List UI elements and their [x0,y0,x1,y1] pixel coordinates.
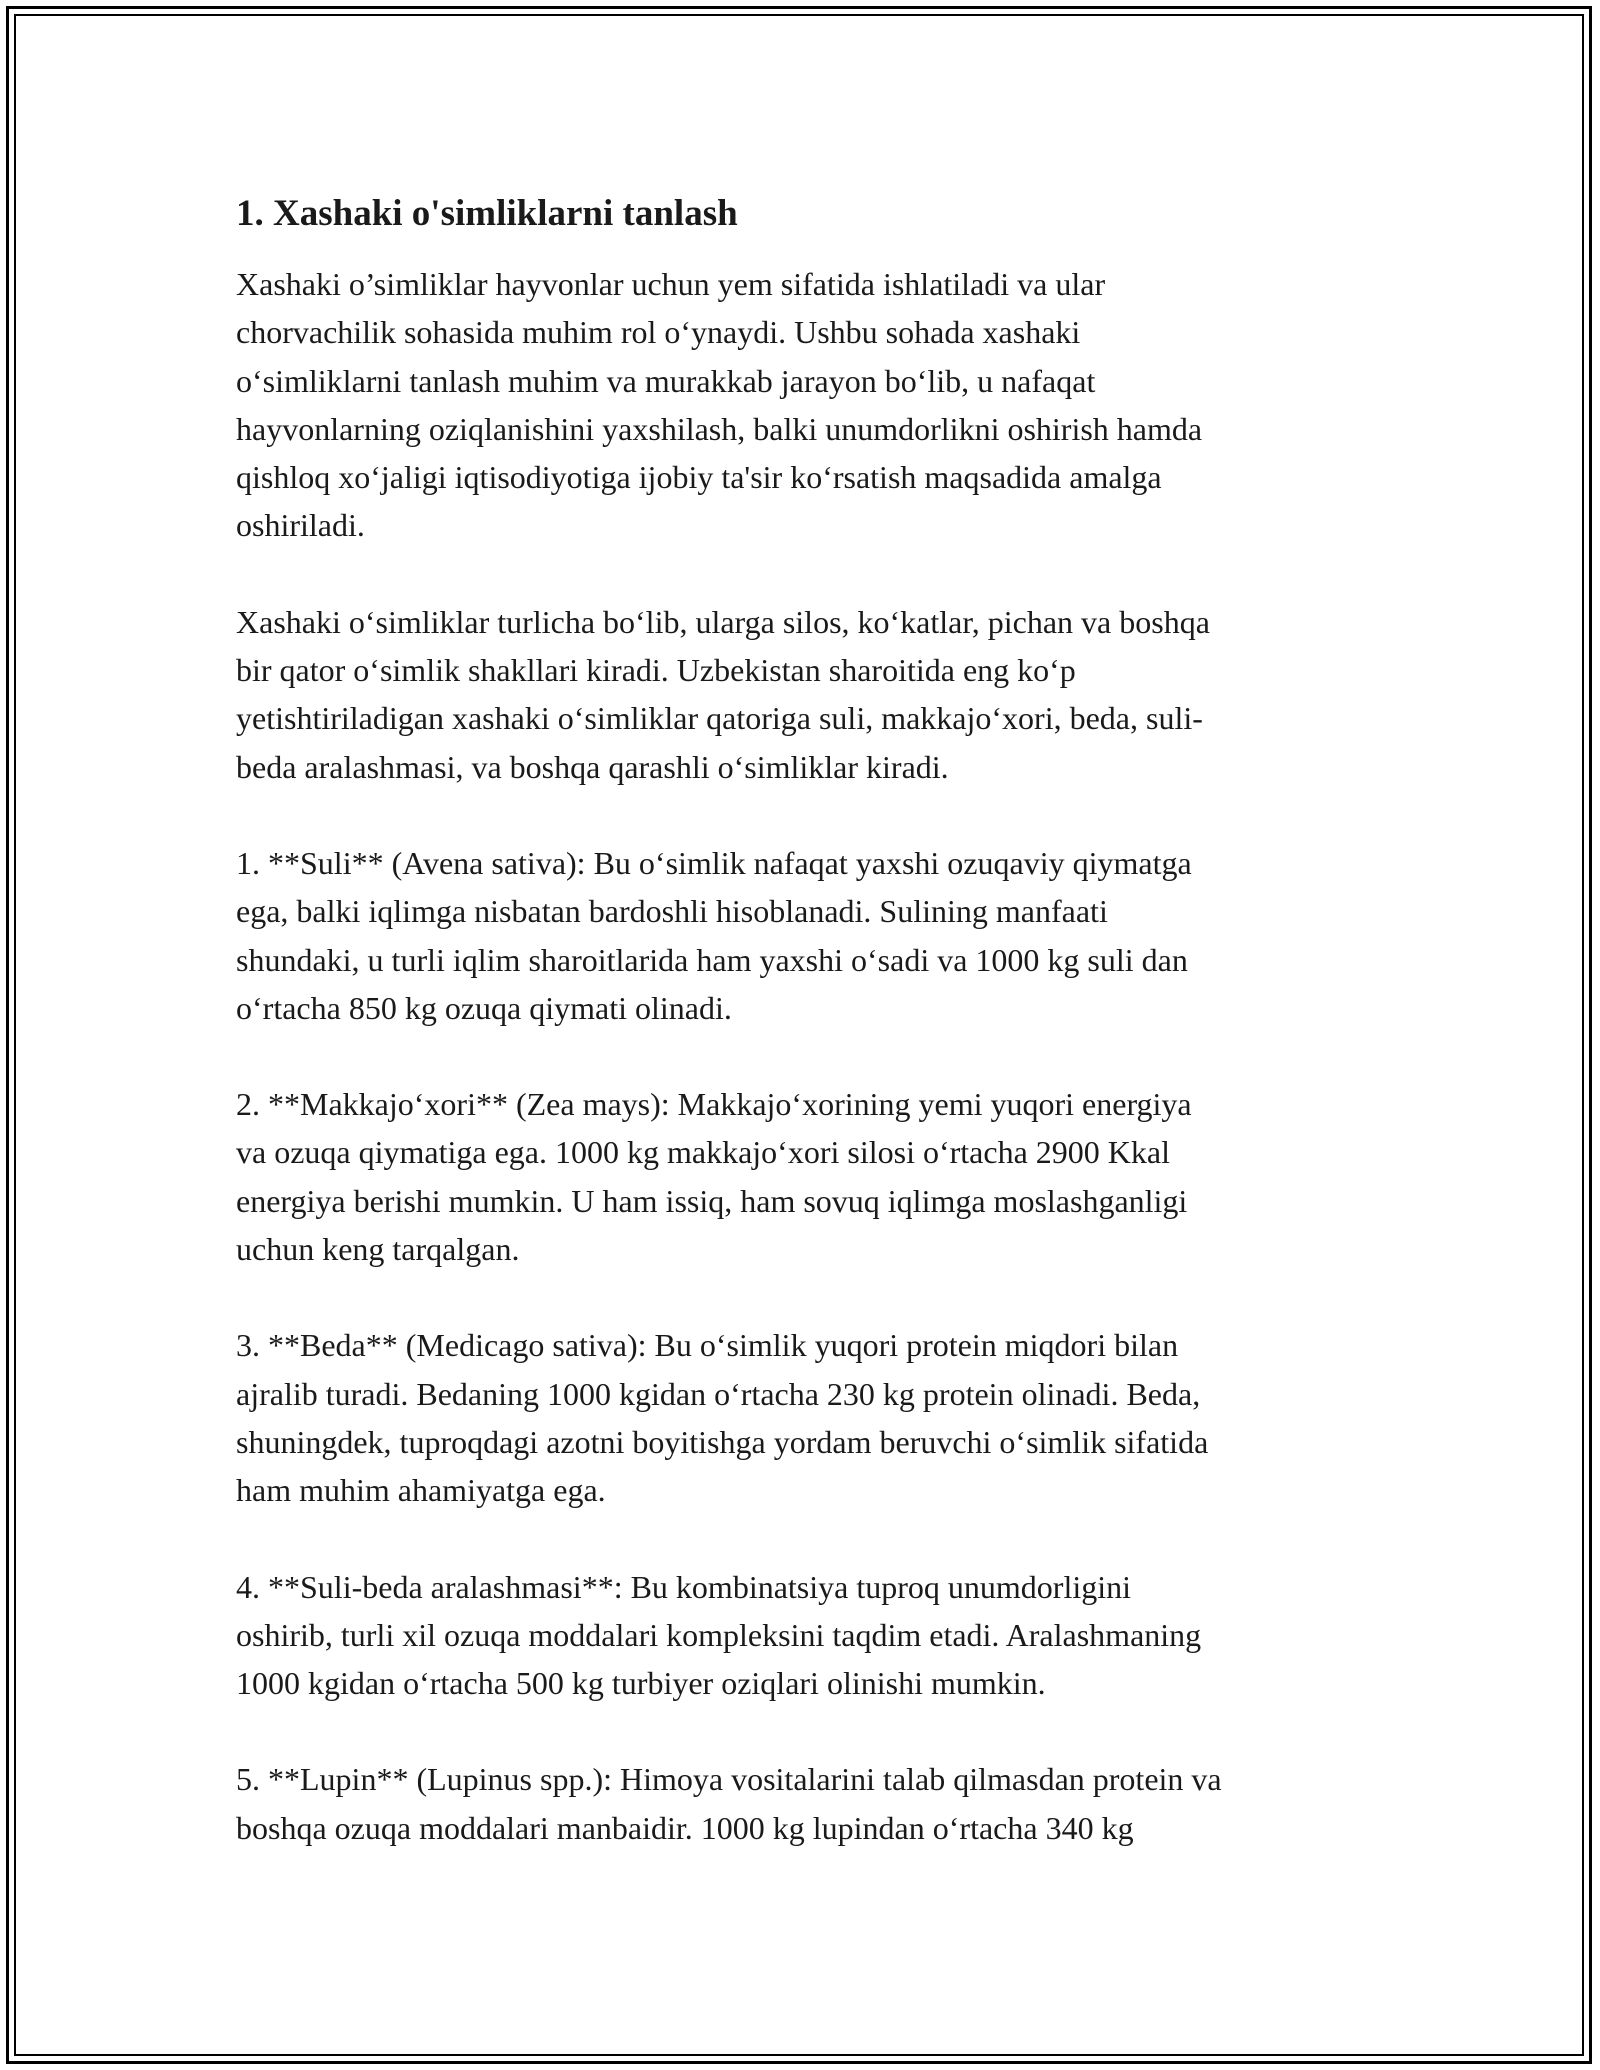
list-item-beda: 3. **Beda** (Medicago sativa): Bu o‘simlik yuqori protein miqdori bilan ajralib turadi. Bedaning 1000 kgidan o‘rtacha 230 kg protein olinadi. Beda, shuningdek, tuproqdagi azotni boyitishga yordam beruvchi o‘simlik sifatida ham muhim ahamiyatga ega. [236,1327,1209,1509]
list-item-lupin: 5. **Lupin** (Lupinus spp.): Himoya vositalarini talab qilmasdan protein va boshqa ozuqa moddalari manbaidir. 1000 kg lupindan o‘rtacha 340 kg [236,1761,1222,1846]
list-item-suli-beda: 4. **Suli-beda aralashmasi**: Bu kombinatsiya tuproq unumdorligini oshirib, turli xil ozuqa moddalari kompleksini taqdim etadi. Aralashmaning 1000 kgidan o‘rtacha 500 kg turbiyer oziqlari olinishi mumkin. [236,1568,1202,1702]
document-body [236,186,1376,1900]
section-heading: 1. Xashaki o'simliklarni tanlash [236,193,738,234]
paragraph-intro: Xashaki o’simliklar hayvonlar uchun yem sifatida ishlatiladi va ular chorvachilik sohasida muhim rol o‘ynaydi. Ushbu sohada xashaki o‘simliklarni tanlash muhim va murakkab jarayon bo‘lib, u nafaqat hayvonlarning oziqlanishini yaxshilash, balki unumdorlikni oshirish hamda qishloq xo‘jaligi iqtisodiyotiga ijobiy ta'sir ko‘rsatish maqsadida amalga oshiriladi. [236,266,1203,544]
paragraph-types: Xashaki o‘simliklar turlicha bo‘lib, ularga silos, ko‘katlar, pichan va boshqa bir qator o‘simlik shakllari kiradi. Uzbekistan sharoitida eng ko‘p yetishtiriladigan xashaki o‘simliklar qatoriga suli, makkajo‘xori, beda, suli- beda aralashmasi, va boshqa qarashli o‘simliklar kiradi. [236,603,1210,785]
list-item-makkajoxori: 2. **Makkajo‘xori** (Zea mays): Makkajo‘xorining yemi yuqori energiya va ozuqa qiymatiga ega. 1000 kg makkajo‘xori silosi o‘rtacha 2900 Kkal energiya berishi mumkin. U ham issiq, ham sovuq iqlimga moslashganligi uchun keng tarqalgan. [236,1086,1192,1268]
list-item-suli: 1. **Suli** (Avena sativa): Bu o‘simlik nafaqat yaxshi ozuqaviy qiymatga ega, balki iqlimga nisbatan bardoshli hisoblanadi. Sulining manfaati shundaki, u turli iqlim sharoitlarida ham yaxshi o‘sadi va 1000 kg suli dan o‘rtacha 850 kg ozuqa qiymati olinadi. [236,844,1192,1026]
